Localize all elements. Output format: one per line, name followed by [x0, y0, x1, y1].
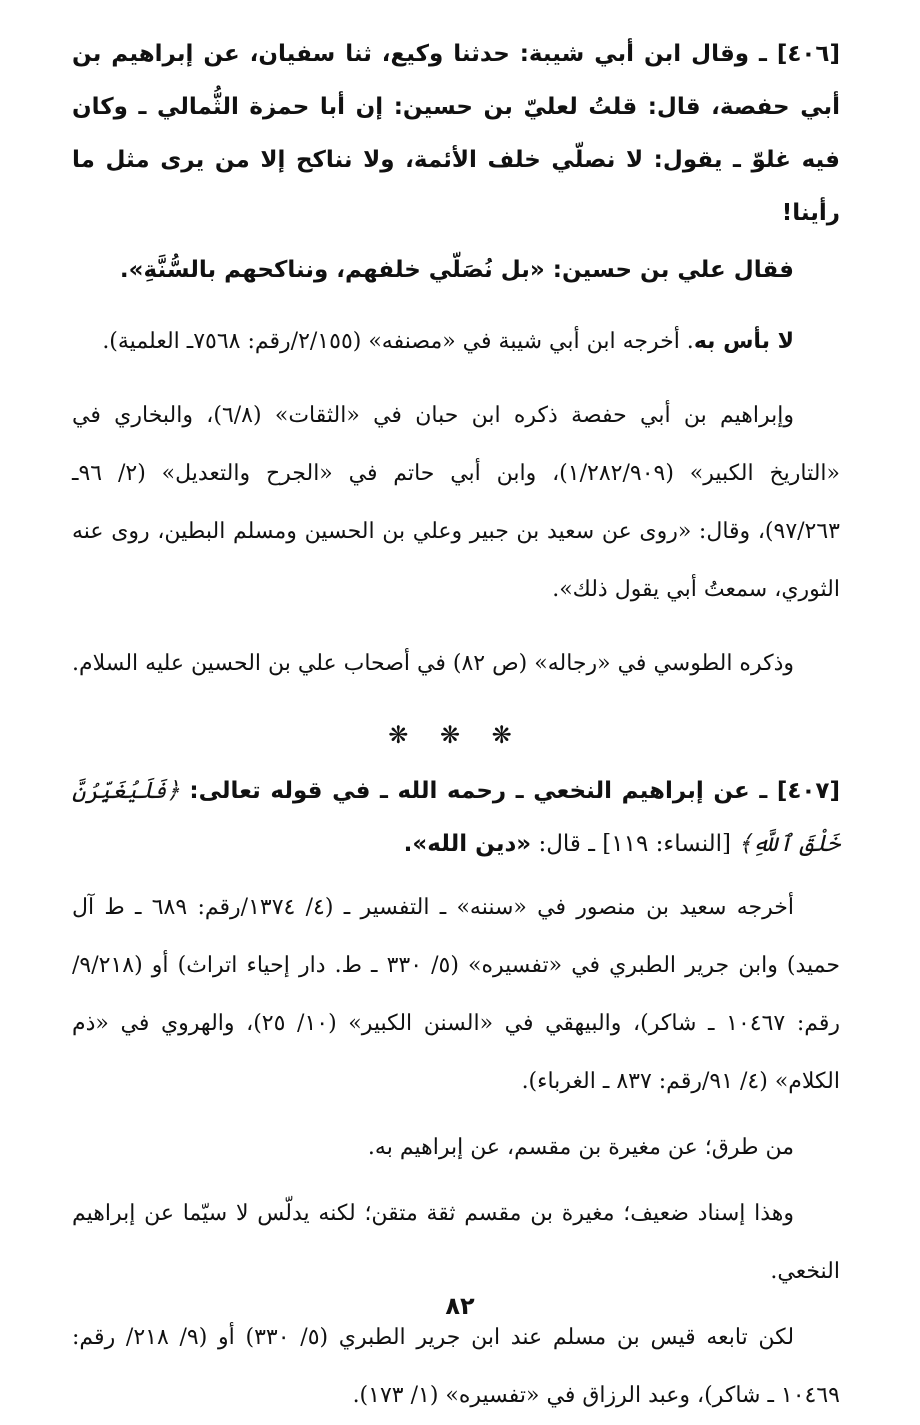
entry-406-note-1	[72, 313, 840, 371]
entry-407-text	[72, 765, 840, 871]
verse-reference: [النساء: ١١٩] ـ قال:	[531, 831, 739, 857]
entry-407-answer: «دين الله».	[403, 831, 532, 857]
entry-407-note-3: وهذا إسناد ضعيف؛ مغيرة بن مقسم ثقة متقن؛ لكنه يدلّس لا سيّما عن إبراهيم النخعي.	[72, 1201, 840, 1284]
entry-406-answer: فقال علي بن حسين: «بل نُصَلّي خلفهم، ونناكحهم بالسُّنَّةِ».	[119, 257, 794, 283]
entry-407-note-1: أخرجه سعيد بن منصور في «سننه» ـ التفسير ـ (٤/ ١٣٧٤/رقم: ٦٨٩ ـ ط آل حميد) وابن جرير الطبري في «تفسيره» (٥/ ٣٣٠ ـ ط. دار إحياء اتراث) أو (٩/٢١٨/رقم: ١٠٤٦٧ ـ شاكر)، والبيهقي في «السنن الكبير» (١٠/ ٢٥)، والهروي في «ذم الكلام» (٤/ ٩١/رقم: ٨٣٧ ـ الغرباء).	[72, 895, 841, 1094]
entry-406-text: [٤٠٦] ـ وقال ابن أبي شيبة: حدثنا وكيع، ثنا سفيان، عن إبراهيم بن أبي حفصة، قال: قلتُ لعليّ بن حسين: إن أبا حمزة الثُّمالي ـ وكان فيه غلوّ ـ يقول: لا نصلّي خلف الأئمة، ولا نناكح إلا من يرى مثل ما رأينا!	[72, 41, 840, 226]
page-number: ٨٢	[445, 1292, 475, 1320]
entry-406-note-3: وذكره الطوسي في «رجاله» (ص ٨٢) في أصحاب علي بن الحسين عليه السلام.	[71, 651, 794, 676]
page-body	[72, 28, 840, 1425]
grading-label: لا بأس به	[693, 329, 794, 354]
entry-406-note-2: وإبراهيم بن أبي حفصة ذكره ابن حبان في «الثقات» (٦/٨)، والبخاري في «التاريخ الكبير» (١/٢٨٢/٩٠٩)، وابن أبي حاتم في «الجرح والتعديل» (٢/ ٩٦ـ ٩٧/٢٦٣)، وقال: «روى عن سعيد بن جبير وعلي بن الحسين ومسلم البطين، روى عنه الثوري، سمعتُ أبي يقول ذلك».	[72, 403, 841, 602]
entry-407-note-2: من طرق؛ عن مغيرة بن مقسم، عن إبراهيم به.	[367, 1135, 794, 1160]
entry-406-note-1-rest: . أخرجه ابن أبي شيبة في «مصنفه» (٢/١٥٥/رقم: ٧٥٦٨ـ العلمية).	[102, 329, 694, 354]
entry-407-intro: [٤٠٧] ـ عن إبراهيم النخعي ـ رحمه الله ـ في قوله تعالى:	[179, 778, 840, 804]
entry-407-note-4: لكن تابعه قيس بن مسلم عند ابن جرير الطبري (٥/ ٣٣٠) أو (٩/ ٢١٨/ رقم: ١٠٤٦٩ ـ شاكر)، وعبد الرزاق في «تفسيره» (١/ ١٧٣).	[72, 1325, 840, 1408]
section-separator: ❋ ❋ ❋	[388, 721, 524, 749]
quran-verse: ﴿فَلَيُغَيِّرُنَّ خَلْقَ ٱللَّهِ﴾	[72, 778, 840, 857]
